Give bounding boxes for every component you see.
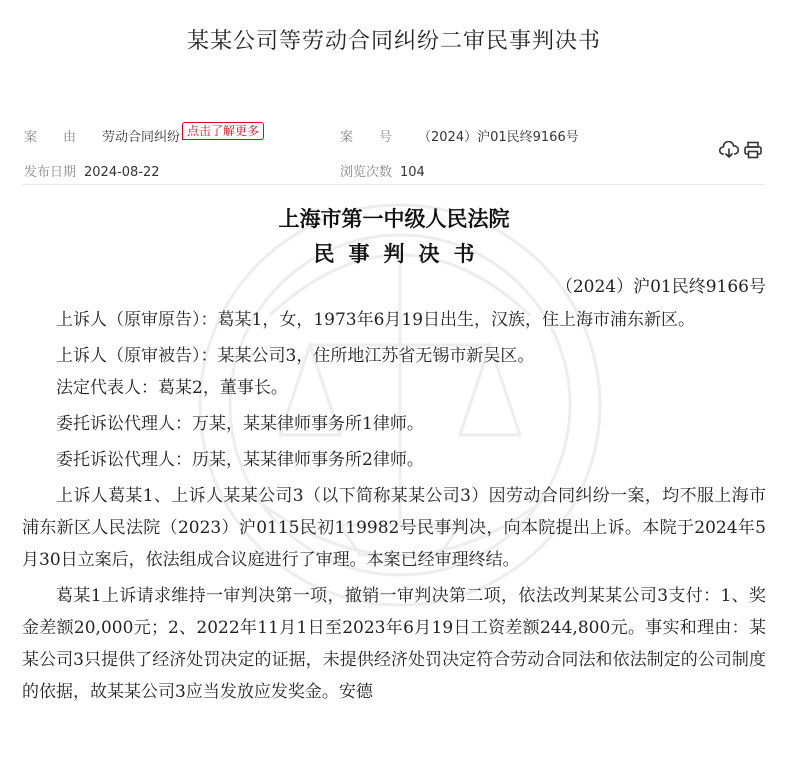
download-icon[interactable]	[719, 141, 739, 159]
cause-value: 劳动合同纠纷	[102, 130, 181, 145]
case-number-value: （2024）沪01民终9166号	[418, 130, 579, 145]
publish-date-row	[24, 161, 160, 180]
paragraph-agent-1: 委托诉讼代理人：万某，某某律师事务所1律师。	[56, 414, 424, 434]
view-count-row	[340, 161, 425, 180]
document-title: 某某公司等劳动合同纠纷二审民事判决书	[186, 29, 601, 54]
paragraph-appeal-request: 葛某1上诉请求维持一审判决第一项，撤销一审判决第二项，依法改判某某公司3支付：1、奖金差额20,000元；2、2022年11月1日至2023年6月19日工资差额244,800元。事实和理由：某某公司3只提供了经济处罚决定的证据，未提供经济处罚决定符合劳动合同法和依法制定的公司制度的依据，故某某公司3应当发放应发奖金。安德	[22, 586, 766, 702]
case-number-row	[340, 126, 579, 145]
view-count-label: 浏览次数	[340, 165, 393, 180]
publish-date-value: 2024-08-22	[84, 165, 160, 180]
view-count-value: 104	[400, 165, 425, 180]
paragraph-agent-2: 委托诉讼代理人：历某，某某律师事务所2律师。	[56, 450, 424, 470]
judgment-body	[22, 304, 766, 708]
paragraph-appellant-1: 上诉人（原审原告）：葛某1，女，1973年6月19日出生，汉族，住上海市浦东新区。	[56, 310, 696, 330]
print-icon[interactable]	[743, 141, 763, 159]
case-number-label: 案号	[340, 130, 419, 145]
paragraph-legal-rep: 法定代表人：葛某2，董事长。	[56, 378, 288, 398]
document-type: 民事判决书	[313, 241, 489, 266]
court-name: 上海市第一中级人民法院	[278, 206, 510, 231]
document-case-number: （2024）沪01民终9166号	[555, 277, 766, 297]
header-divider	[22, 184, 765, 185]
paragraph-appellant-2: 上诉人（原审被告）：某某公司3，住所地江苏省无锡市新吴区。	[56, 346, 535, 366]
cause-label: 案由	[24, 130, 103, 145]
cause-row	[24, 126, 264, 146]
publish-date-label: 发布日期	[24, 165, 77, 180]
paragraph-case-summary: 上诉人葛某1、上诉人某某公司3（以下简称某某公司3）因劳动合同纠纷一案，均不服上海市浦东新区人民法院（2023）沪0115民初119982号民事判决，向本院提出上诉。本院于2024年5月30日立案后，依法组成合议庭进行了审理。本案已经审理终结。	[22, 486, 766, 570]
learn-more-badge[interactable]: 点击了解更多	[182, 122, 264, 140]
